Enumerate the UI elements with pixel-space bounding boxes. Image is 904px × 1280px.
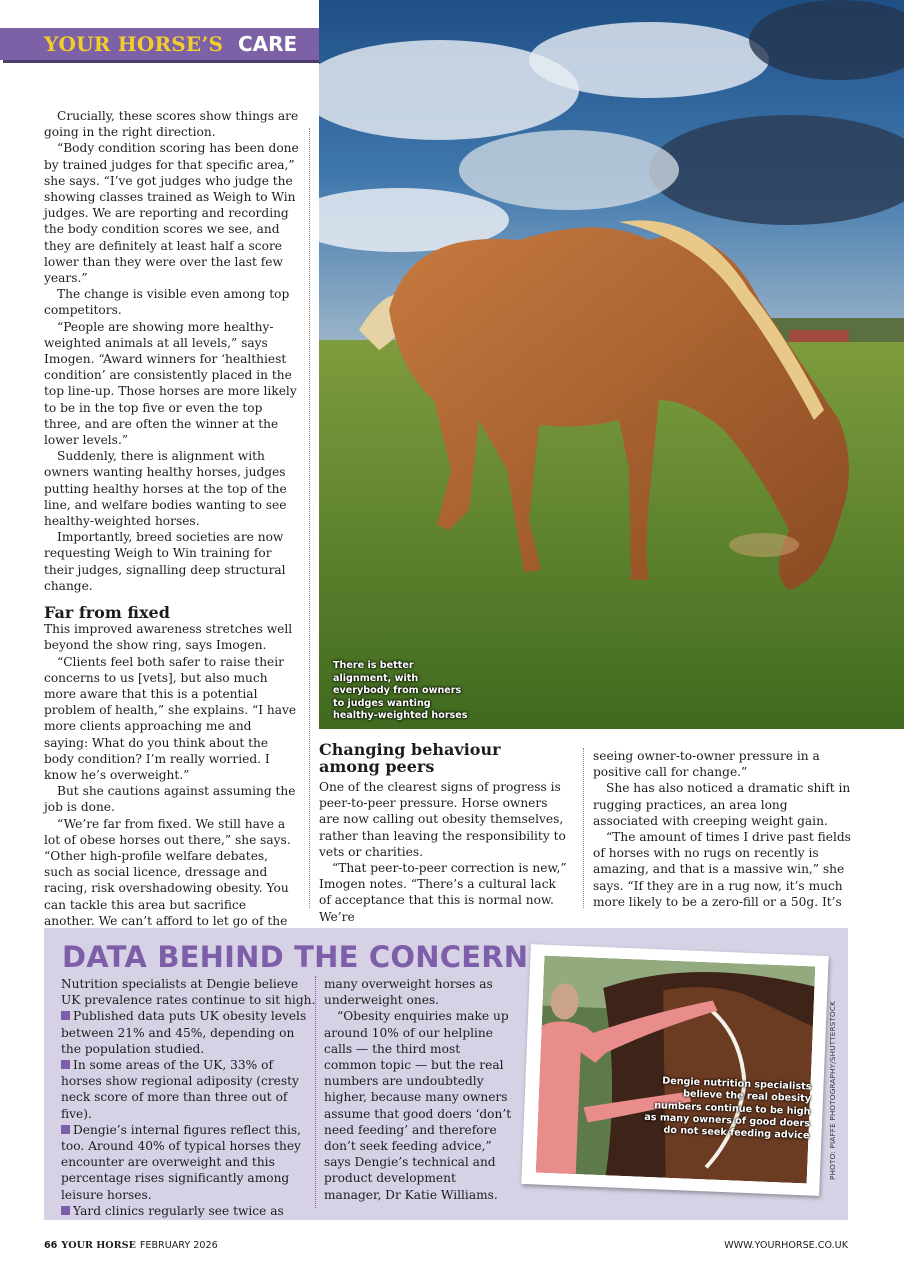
bullet-square-icon [61,1060,70,1069]
bullet-square-icon [61,1011,70,1020]
paragraph: Suddenly, there is alignment with owners wanting healthy horses, judges putting healthy horses at the top of the line, and welfare bodies wanting to see healthy-weighted horses. [44,449,287,529]
photo-credit: PHOTO: PIAFFE PHOTOGRAPHY/SHUTTERSTOCK [828,1000,837,1180]
paragraph: “Obesity enquiries make up around 10% of our helpline calls — the third most common topic — but the real numbers are undoubtedly higher, because many owners assume that good doers ‘don’t need feeding’ and therefore don’t seek feeding advice,” says Dengie’s technical and product development manager, Dr Katie Williams. [324,1009,512,1202]
photo-image [536,956,815,1184]
website-url: WWW.YOURHORSE.CO.UK [724,1240,848,1251]
section-banner [0,28,329,60]
article-column-right [593,748,853,910]
article-column-left [44,108,299,945]
paragraph: “People are showing more healthy-weighted animals at all levels,” says Imogen. “Award winners for ‘healthiest condition’ are consistently placed in the top line-up. Those horses are more likely to be in the top five or even the top three, and are often the winner at the lower levels.” [44,319,297,448]
paragraph: She has also noticed a dramatic shift in rugging practices, an area long associated with creeping weight gain. [593,781,851,828]
article-column-middle [319,741,571,925]
paragraph: “The amount of times I drive past fields of horses with no rugs on recently is amazing, and that is a massive win,” she says. “If they are in a rug now, it’s much more likely to be a zero-fill or a 50g. It’s [593,830,851,909]
paragraph: “We’re far from fixed. We still have a lot of obese horses out there,” she says. “Other high-profile welfare debates, such as social licence, dressage and racing, risk overshadowing obesity. You can tackle this area but sacrifice another. We can’t afford to let go of the [44,816,291,928]
hero-photo [319,0,904,729]
box-intro: Nutrition specialists at Dengie believe UK prevalence rates continue to sit high. [61,977,316,1008]
paragraph: many overweight horses as underweight ones. [324,977,493,1008]
column-divider [309,128,310,908]
paragraph: But she cautions against assuming the job is done. [44,784,296,815]
hero-caption: There is better alignment, with everybody from owners to judges wanting healthy-weighted horses [333,660,468,721]
paragraph: One of the clearest signs of progress is peer-to-peer pressure. Horse owners are now calling out obesity themselves, rather than leaving the responsibility to vets or charities. [319,780,566,859]
page-footer [44,1240,848,1251]
data-sidebar-box [44,928,848,1220]
paragraph: “Body condition scoring has been done by trained judges for that specific area,” she says. “I’ve got judges who judge the showing classes trained as Weigh to Win judges. We are reporting and recording the body condition scores we see, and they are definitely at least half a score lower than they were over the last few years.” [44,141,299,286]
bullet-item: Yard clinics regularly see twice as [61,1203,316,1219]
bullet-square-icon [61,1125,70,1134]
bullet-item: In some areas of the UK, 33% of horses show regional adiposity (cresty neck score of more than three out of five). [61,1058,299,1121]
photo-caption: Dengie nutrition specialists believe the real obesity numbers continue to be high as many owners of good doers do not seek feeding advice [644,1075,812,1142]
banner-subtitle: CARE [238,32,298,56]
bullet-square-icon [61,1206,70,1215]
banner-title: YOUR HORSE’S [44,32,224,56]
paragraph: The change is visible even among top competitors. [44,287,290,318]
horse-grazing-illustration [319,0,904,729]
weigh-tape-illustration [536,956,815,1184]
bullet-item: Dengie’s internal figures reflect this, too. Around 40% of typical horses they encounter are overweight and this percentage rises significantly among leisure horses. [61,1122,302,1202]
issue-date: FEBRUARY 2026 [139,1240,218,1251]
page-number: 66 [44,1240,58,1251]
paragraph: Importantly, breed societies are now requesting Weigh to Win training for their judges, signalling deep structural change. [44,530,286,593]
paragraph: “That peer-to-peer correction is new,” Imogen notes. “There’s a cultural lack of acceptance that this is normal now. We’re [319,861,567,924]
box-title: DATA BEHIND THE CONCERN [62,940,529,974]
weigh-tape-photo [521,944,828,1196]
paragraph: Crucially, these scores show things are going in the right direction. [44,109,299,140]
paragraph: seeing owner-to-owner pressure in a positive call for change.” [593,749,820,780]
box-column-2 [324,976,514,1203]
paragraph: This improved awareness stretches well beyond the show ring, says Imogen. [44,622,293,653]
magazine-name: YOUR HORSE [61,1240,136,1251]
box-column-divider [315,976,316,1208]
box-column-1 [61,976,316,1219]
bullet-item: Published data puts UK obesity levels between 21% and 45%, depending on the population studied. [61,1009,307,1056]
subheading-changing-behaviour: Changing behaviour among peers [319,740,501,776]
subheading-far-from-fixed: Far from fixed [44,603,170,623]
column-divider [583,748,584,908]
paragraph: “Clients feel both safer to raise their concerns to us [vets], but also much more aware that this is a potential problem of health,” she explains. “I have more clients approaching me and saying: What do you think about the body condition? I’m really worried. I know he’s overweight.” [44,654,297,782]
